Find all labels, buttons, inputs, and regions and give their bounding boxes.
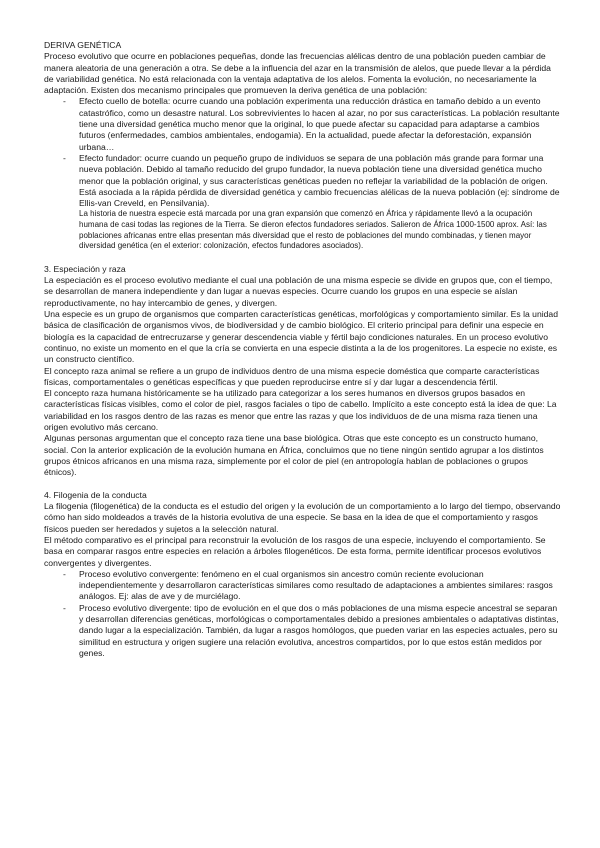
paragraph-filogenia-2: El método comparativo es el principal para reconstruir la evolución de los rasgos de una especie, incluyendo el comportamiento. Se basa en comparar rasgos entre especies en relación a árboles filogenéticos. De esta forma, permite identificar procesos evolutivos convergentes y divergentes. <box>44 534 546 568</box>
bullet-item-cuello-botella: - Efecto cuello de botella: ocurre cuando una población experimenta una reducción drástica en tamaño debido a un evento catastrófico, como un desastre natural. Los sobrevivientes lo hacen al azar, no por sus características. La población resultante tiene una diversidad genética mucho menor que la original, lo que puede afectar su capacidad para adaptarse a cambios futuros (enfermedades, cambios ambientales, endogamia). En la actualidad, puede afectar la deforestación, expansión urbana… <box>44 96 562 152</box>
section-spacer <box>44 252 562 264</box>
section-title-especiacion: 3. Especiación y raza <box>44 263 126 274</box>
paragraph-filogenia-1: La filogenia (filogenética) de la conducta es el estudio del origen y la evolución de un comportamiento a lo largo del tiempo, observando cómo han sido moldeados a través de la historia evolutiva de una especie. Se basa en la idea de que el comportamiento y rasgos físicos pueden ser heredados y sujetos a la selección natural. <box>44 501 561 534</box>
bullet-item-convergente: - Proceso evolutivo convergente: fenómeno en el cual organismos sin ancestro común reciente evolucionan independientemente y desarrollaron características similares como resultado de adaptaciones a ambientes similares: rasgos análogos. Ej: alas de ave y de murciélago. <box>44 569 562 603</box>
paragraph-especiacion-5: Algunas personas argumentan que el concepto raza tiene una base biológica. Otras que este concepto es un constructo humano, social. Con la anterior explicación de la evolución humana en África, concluimos que no tiene ningún sentido agrupar a los distintos grupos étnicos africanos en una misma raza, simplemente por el color de piel (en antropología hablan de poblaciones o grupos étnicos). <box>44 433 544 478</box>
document-content <box>44 40 562 659</box>
bullet-item-divergente: - Proceso evolutivo divergente: tipo de evolución en el que dos o más poblaciones de una misma especie ancestral se separan y desarrollan diferencias genéticas, morfológicas o comportamentales debido a presiones ambientales o adaptativas distintas, dando lugar a la especialización. También, da lugar a rasgos homólogos, que pueden variar en las especies actuales, pero su similitud en estructura y origen sugiere una relación evolutiva, ancestros compartidos, por lo que estos están medidos por genes. <box>44 603 562 659</box>
section-spacer <box>44 478 562 489</box>
note-historia-especie: La historia de nuestra especie está marcada por una gran expansión que comenzó en África y rápidamente llevó a la ocupación humana de casi todas las regiones de la Tierra. Se dieron efectos fundadores seriados. Salieron de África 1000-1500 aprox. Así: las poblaciones africanas entre ellas presentan más diversidad que el resto de poblaciones del mundo combinadas, y tienen mayor diversidad genética (en el exterior: colonización, efectos fundadores asociados). <box>79 209 547 251</box>
bullet-item-efecto-fundador: - Efecto fundador: ocurre cuando un pequeño grupo de individuos se separa de una población más grande para formar una nueva población. Debido al tamaño reducido del grupo fundador, la nueva población tiene una diversidad genética mucho menor que la población original, y sus características genéticas pueden no reflejar la variabilidad de la población de origen. Está asociada a la rápida pérdida de diversidad genética y cambio frecuencias alélicas de la nueva población (ej: síndrome de Ellis-van Creveld, en Pensilvania). <box>44 153 562 209</box>
paragraph-deriva-intro: Proceso evolutivo que ocurre en poblaciones pequeñas, donde las frecuencias alélicas dentro de una población pueden cambiar de manera aleatoria de una generación a otra. Se debe a la influencia del azar en la transmisión de alelos, que puede llevar a la pérdida de variabilidad genética. No está relacionada con la ventaja adaptativa de los alelos. Fomenta la evolución, no necesariamente la adaptación. Existen dos mecanismo principales que promueven la deriva genética de una población: <box>44 51 551 96</box>
paragraph-especiacion-2: Una especie es un grupo de organismos que comparten características genéticas, morfológicas y comportamiento similar. Es la unidad básica de clasificación de organismos vivos, de biodiversidad y de cambio biológico. El criterio principal para definir una especie en biología es la capacidad de entrecruzarse y generar descendencia viable y fértil bajo condiciones naturales. En un proceso evolutivo continuo, no existe un momento en el que la cría se convierta en una especie distinta a la de los progenitores. La especie no existe, es un constructo científico. <box>44 309 558 365</box>
bullet-list-deriva <box>44 96 562 209</box>
bullet-list-filogenia <box>44 569 562 659</box>
paragraph-especiacion-1: La especiación es el proceso evolutivo mediante el cual una población de una misma especie se divide en grupos que, con el tiempo, se desarrollan de manera independiente y dan lugar a nuevas especies. Ocurre cuando los grupos en una especie se aíslan reproductivamente, no hay intercambio de genes, y divergen. <box>44 275 553 308</box>
section-title-deriva-genetica: DERIVA GENÉTICA <box>44 40 122 50</box>
section-title-filogenia: 4. Filogenia de la conducta <box>44 489 147 500</box>
paragraph-especiacion-3: El concepto raza animal se refiere a un grupo de individuos dentro de una misma especie doméstica que comparte características físicas, comportamentales o genéticas específicas y que pueden reproducirse entre sí y dar lugar a descendencia fértil. <box>44 365 540 387</box>
paragraph-especiacion-4: El concepto raza humana históricamente se ha utilizado para categorizar a los seres humanos en diversos grupos basados en características físicas visibles, como el color de piel, rasgos faciales o tipo de cabello. Implícito a este concepto está la idea de que: La variabilidad en los rasgos dentro de las razas es menor que entre las razas y que los individuos de de una misma raza tienen una origen evolutivo más cercano. <box>44 388 557 432</box>
